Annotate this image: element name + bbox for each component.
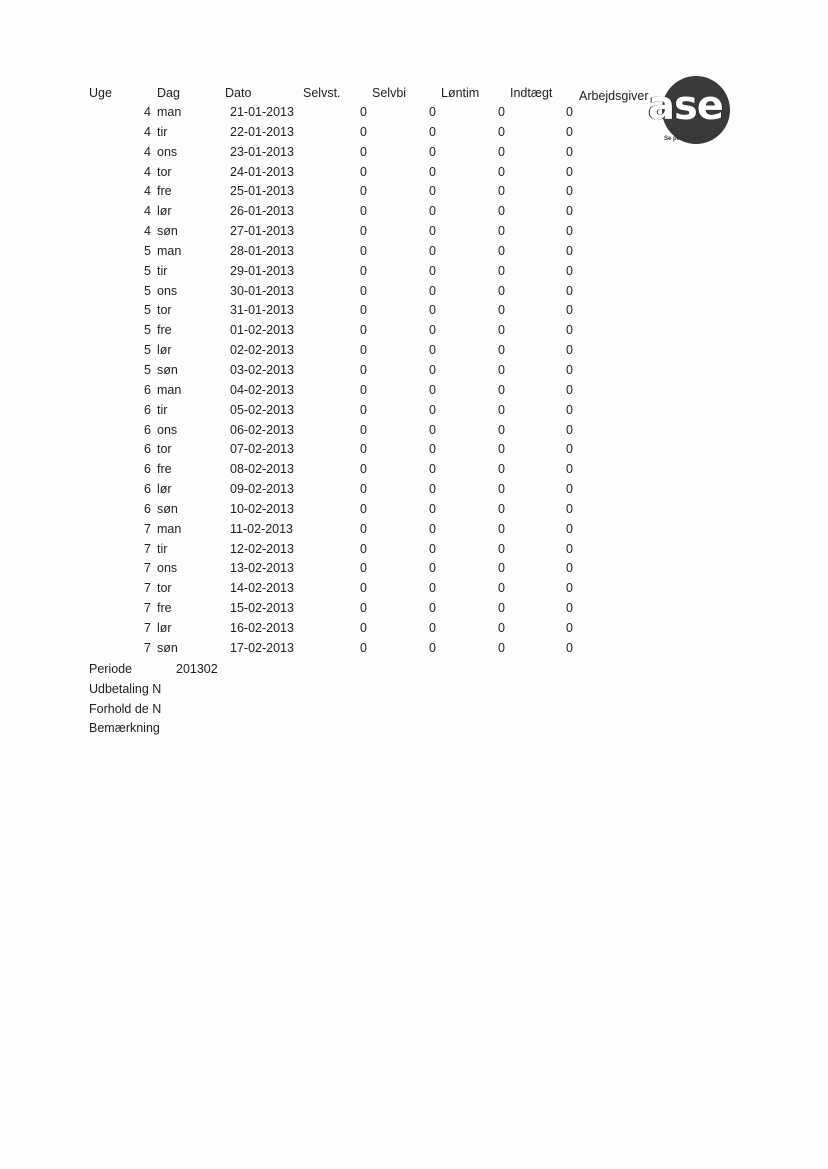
indtaegt-cell: 0 [566,343,573,358]
header-selvst: Selvst. [303,86,341,100]
lontim-cell: 0 [498,283,505,298]
date-cell: 09-02-2013 [230,482,294,497]
selvbi-cell: 0 [429,362,436,377]
udbetaling-label: Udbetaling N [89,682,162,696]
table-row [0,481,828,501]
lontim-cell: 0 [498,323,505,338]
selvbi-cell: 0 [429,164,436,179]
date-cell: 24-01-2013 [230,164,294,179]
selvbi-cell: 0 [429,105,436,119]
week-cell: 7 [144,601,151,616]
week-cell: 4 [144,124,151,139]
lontim-cell: 0 [498,422,505,437]
date-cell: 23-01-2013 [230,144,294,159]
lontim-cell: 0 [498,362,505,377]
selvst-cell: 0 [360,620,367,635]
lontim-cell: 0 [498,303,505,318]
indtaegt-cell: 0 [566,561,573,576]
selvbi-cell: 0 [429,521,436,536]
day-cell: fre [157,184,172,199]
table-row [0,422,828,442]
week-cell: 5 [144,343,151,358]
indtaegt-cell: 0 [566,601,573,616]
selvst-cell: 0 [360,561,367,576]
timesheet-table [0,104,828,660]
table-row [0,104,828,124]
selvbi-cell: 0 [429,204,436,219]
selvbi-cell: 0 [429,601,436,616]
indtaegt-cell: 0 [566,402,573,417]
day-cell: søn [157,640,178,655]
header-dag: Dag [157,86,180,100]
day-cell: tir [157,402,168,417]
selvst-cell: 0 [360,164,367,179]
selvbi-cell: 0 [429,184,436,199]
table-row [0,640,828,660]
date-cell: 13-02-2013 [230,561,294,576]
table-row [0,243,828,263]
selvst-cell: 0 [360,382,367,397]
date-cell: 22-01-2013 [230,124,294,139]
lontim-cell: 0 [498,640,505,655]
week-cell: 5 [144,263,151,278]
selvst-cell: 0 [360,422,367,437]
week-cell: 4 [144,164,151,179]
day-cell: søn [157,501,178,516]
day-cell: tor [157,303,172,318]
periode-label: Periode [89,662,133,676]
date-cell: 07-02-2013 [230,442,294,457]
indtaegt-cell: 0 [566,422,573,437]
lontim-cell: 0 [498,243,505,258]
indtaegt-cell: 0 [566,164,573,179]
selvbi-cell: 0 [429,323,436,338]
table-row [0,183,828,203]
lontim-cell: 0 [498,105,505,119]
week-cell: 4 [144,105,151,119]
date-cell: 04-02-2013 [230,382,294,397]
week-cell: 5 [144,303,151,318]
day-cell: lør [157,482,172,497]
lontim-cell: 0 [498,462,505,477]
table-row [0,501,828,521]
lontim-cell: 0 [498,402,505,417]
selvst-cell: 0 [360,263,367,278]
selvst-cell: 0 [360,402,367,417]
day-cell: man [157,382,182,397]
day-cell: fre [157,323,172,338]
selvst-cell: 0 [360,204,367,219]
header-indtaegt: Indtægt [510,86,553,100]
table-row [0,203,828,223]
week-cell: 4 [144,184,151,199]
week-cell: 6 [144,462,151,477]
lontim-cell: 0 [498,263,505,278]
day-cell: lør [157,620,172,635]
indtaegt-cell: 0 [566,323,573,338]
week-cell: 4 [144,224,151,239]
date-cell: 16-02-2013 [230,620,294,635]
header-dato: Dato [225,86,252,100]
date-cell: 11-02-2013 [230,521,294,536]
week-cell: 6 [144,442,151,457]
indtaegt-cell: 0 [566,283,573,298]
day-cell: lør [157,343,172,358]
selvst-cell: 0 [360,442,367,457]
selvst-cell: 0 [360,462,367,477]
week-cell: 6 [144,501,151,516]
logo-text: ase [648,83,723,129]
date-cell: 14-02-2013 [230,581,294,596]
table-row [0,600,828,620]
table-row [0,263,828,283]
date-cell: 29-01-2013 [230,263,294,278]
selvbi-cell: 0 [429,144,436,159]
lontim-cell: 0 [498,164,505,179]
logo-tagline: Se potentialet [664,136,704,142]
indtaegt-cell: 0 [566,462,573,477]
selvst-cell: 0 [360,501,367,516]
date-cell: 01-02-2013 [230,323,294,338]
table-row [0,283,828,303]
day-cell: fre [157,462,172,477]
indtaegt-cell: 0 [566,620,573,635]
day-cell: tor [157,442,172,457]
table-row [0,124,828,144]
table-row [0,620,828,640]
selvbi-cell: 0 [429,640,436,655]
table-row [0,223,828,243]
day-cell: fre [157,601,172,616]
indtaegt-cell: 0 [566,581,573,596]
day-cell: man [157,521,182,536]
indtaegt-cell: 0 [566,640,573,655]
table-row [0,362,828,382]
lontim-cell: 0 [498,620,505,635]
header-uge: Uge [89,86,112,100]
selvst-cell: 0 [360,323,367,338]
selvst-cell: 0 [360,224,367,239]
date-cell: 05-02-2013 [230,402,294,417]
lontim-cell: 0 [498,601,505,616]
week-cell: 7 [144,521,151,536]
selvbi-cell: 0 [429,303,436,318]
date-cell: 21-01-2013 [230,105,294,119]
selvst-cell: 0 [360,283,367,298]
selvst-cell: 0 [360,303,367,318]
lontim-cell: 0 [498,521,505,536]
selvbi-cell: 0 [429,124,436,139]
forhold-label: Forhold de N [89,702,162,716]
day-cell: ons [157,283,178,298]
indtaegt-cell: 0 [566,184,573,199]
indtaegt-cell: 0 [566,144,573,159]
table-row [0,322,828,342]
lontim-cell: 0 [498,144,505,159]
selvbi-cell: 0 [429,482,436,497]
selvst-cell: 0 [360,243,367,258]
date-cell: 12-02-2013 [230,541,294,556]
date-cell: 02-02-2013 [230,343,294,358]
selvst-cell: 0 [360,184,367,199]
day-cell: ons [157,561,178,576]
day-cell: tor [157,164,172,179]
week-cell: 6 [144,422,151,437]
table-row [0,164,828,184]
selvst-cell: 0 [360,362,367,377]
selvbi-cell: 0 [429,382,436,397]
selvbi-cell: 0 [429,263,436,278]
lontim-cell: 0 [498,561,505,576]
lontim-cell: 0 [498,581,505,596]
indtaegt-cell: 0 [566,382,573,397]
indtaegt-cell: 0 [566,541,573,556]
indtaegt-cell: 0 [566,501,573,516]
date-cell: 27-01-2013 [230,224,294,239]
date-cell: 08-02-2013 [230,462,294,477]
selvst-cell: 0 [360,601,367,616]
lontim-cell: 0 [498,124,505,139]
selvst-cell: 0 [360,124,367,139]
table-row [0,402,828,422]
date-cell: 31-01-2013 [230,303,294,318]
selvbi-cell: 0 [429,462,436,477]
date-cell: 15-02-2013 [230,601,294,616]
header-lontim: Løntim [441,86,480,100]
selvbi-cell: 0 [429,561,436,576]
indtaegt-cell: 0 [566,303,573,318]
table-row [0,521,828,541]
lontim-cell: 0 [498,482,505,497]
indtaegt-cell: 0 [566,105,573,119]
week-cell: 6 [144,382,151,397]
date-cell: 06-02-2013 [230,422,294,437]
day-cell: man [157,105,182,119]
selvst-cell: 0 [360,640,367,655]
week-cell: 5 [144,362,151,377]
selvbi-cell: 0 [429,224,436,239]
week-cell: 6 [144,482,151,497]
lontim-cell: 0 [498,343,505,358]
header-arbejdsgiver: Arbejdsgiver [579,89,649,103]
selvst-cell: 0 [360,581,367,596]
day-cell: man [157,243,182,258]
week-cell: 7 [144,561,151,576]
table-row [0,580,828,600]
day-cell: søn [157,362,178,377]
day-cell: tir [157,263,168,278]
selvbi-cell: 0 [429,402,436,417]
indtaegt-cell: 0 [566,362,573,377]
day-cell: tir [157,124,168,139]
lontim-cell: 0 [498,501,505,516]
indtaegt-cell: 0 [566,482,573,497]
selvbi-cell: 0 [429,442,436,457]
week-cell: 5 [144,323,151,338]
lontim-cell: 0 [498,382,505,397]
day-cell: tor [157,581,172,596]
date-cell: 25-01-2013 [230,184,294,199]
date-cell: 26-01-2013 [230,204,294,219]
indtaegt-cell: 0 [566,263,573,278]
table-row [0,560,828,580]
selvst-cell: 0 [360,343,367,358]
week-cell: 5 [144,243,151,258]
selvbi-cell: 0 [429,243,436,258]
date-cell: 17-02-2013 [230,640,294,655]
week-cell: 7 [144,581,151,596]
week-cell: 7 [144,640,151,655]
periode-value: 201302 [176,662,218,676]
selvst-cell: 0 [360,144,367,159]
lontim-cell: 0 [498,184,505,199]
selvst-cell: 0 [360,521,367,536]
day-cell: lør [157,204,172,219]
header-selvbi: Selvbi [372,86,407,100]
selvst-cell: 0 [360,541,367,556]
week-cell: 4 [144,204,151,219]
lontim-cell: 0 [498,541,505,556]
week-cell: 5 [144,283,151,298]
day-cell: søn [157,224,178,239]
week-cell: 7 [144,620,151,635]
selvst-cell: 0 [360,482,367,497]
week-cell: 4 [144,144,151,159]
table-row [0,541,828,561]
day-cell: ons [157,422,178,437]
indtaegt-cell: 0 [566,521,573,536]
table-row [0,461,828,481]
week-cell: 7 [144,541,151,556]
lontim-cell: 0 [498,204,505,219]
week-cell: 6 [144,402,151,417]
selvbi-cell: 0 [429,620,436,635]
selvst-cell: 0 [360,105,367,119]
indtaegt-cell: 0 [566,243,573,258]
selvbi-cell: 0 [429,422,436,437]
selvbi-cell: 0 [429,581,436,596]
day-cell: ons [157,144,178,159]
selvbi-cell: 0 [429,541,436,556]
table-row [0,342,828,362]
indtaegt-cell: 0 [566,204,573,219]
date-cell: 30-01-2013 [230,283,294,298]
table-row [0,441,828,461]
date-cell: 10-02-2013 [230,501,294,516]
selvbi-cell: 0 [429,343,436,358]
table-row [0,144,828,164]
indtaegt-cell: 0 [566,224,573,239]
table-row [0,382,828,402]
selvbi-cell: 0 [429,283,436,298]
table-row [0,302,828,322]
date-cell: 28-01-2013 [230,243,294,258]
day-cell: tir [157,541,168,556]
bemaerkning-label: Bemærkning [89,721,160,735]
lontim-cell: 0 [498,224,505,239]
indtaegt-cell: 0 [566,124,573,139]
selvbi-cell: 0 [429,501,436,516]
lontim-cell: 0 [498,442,505,457]
indtaegt-cell: 0 [566,442,573,457]
date-cell: 03-02-2013 [230,362,294,377]
